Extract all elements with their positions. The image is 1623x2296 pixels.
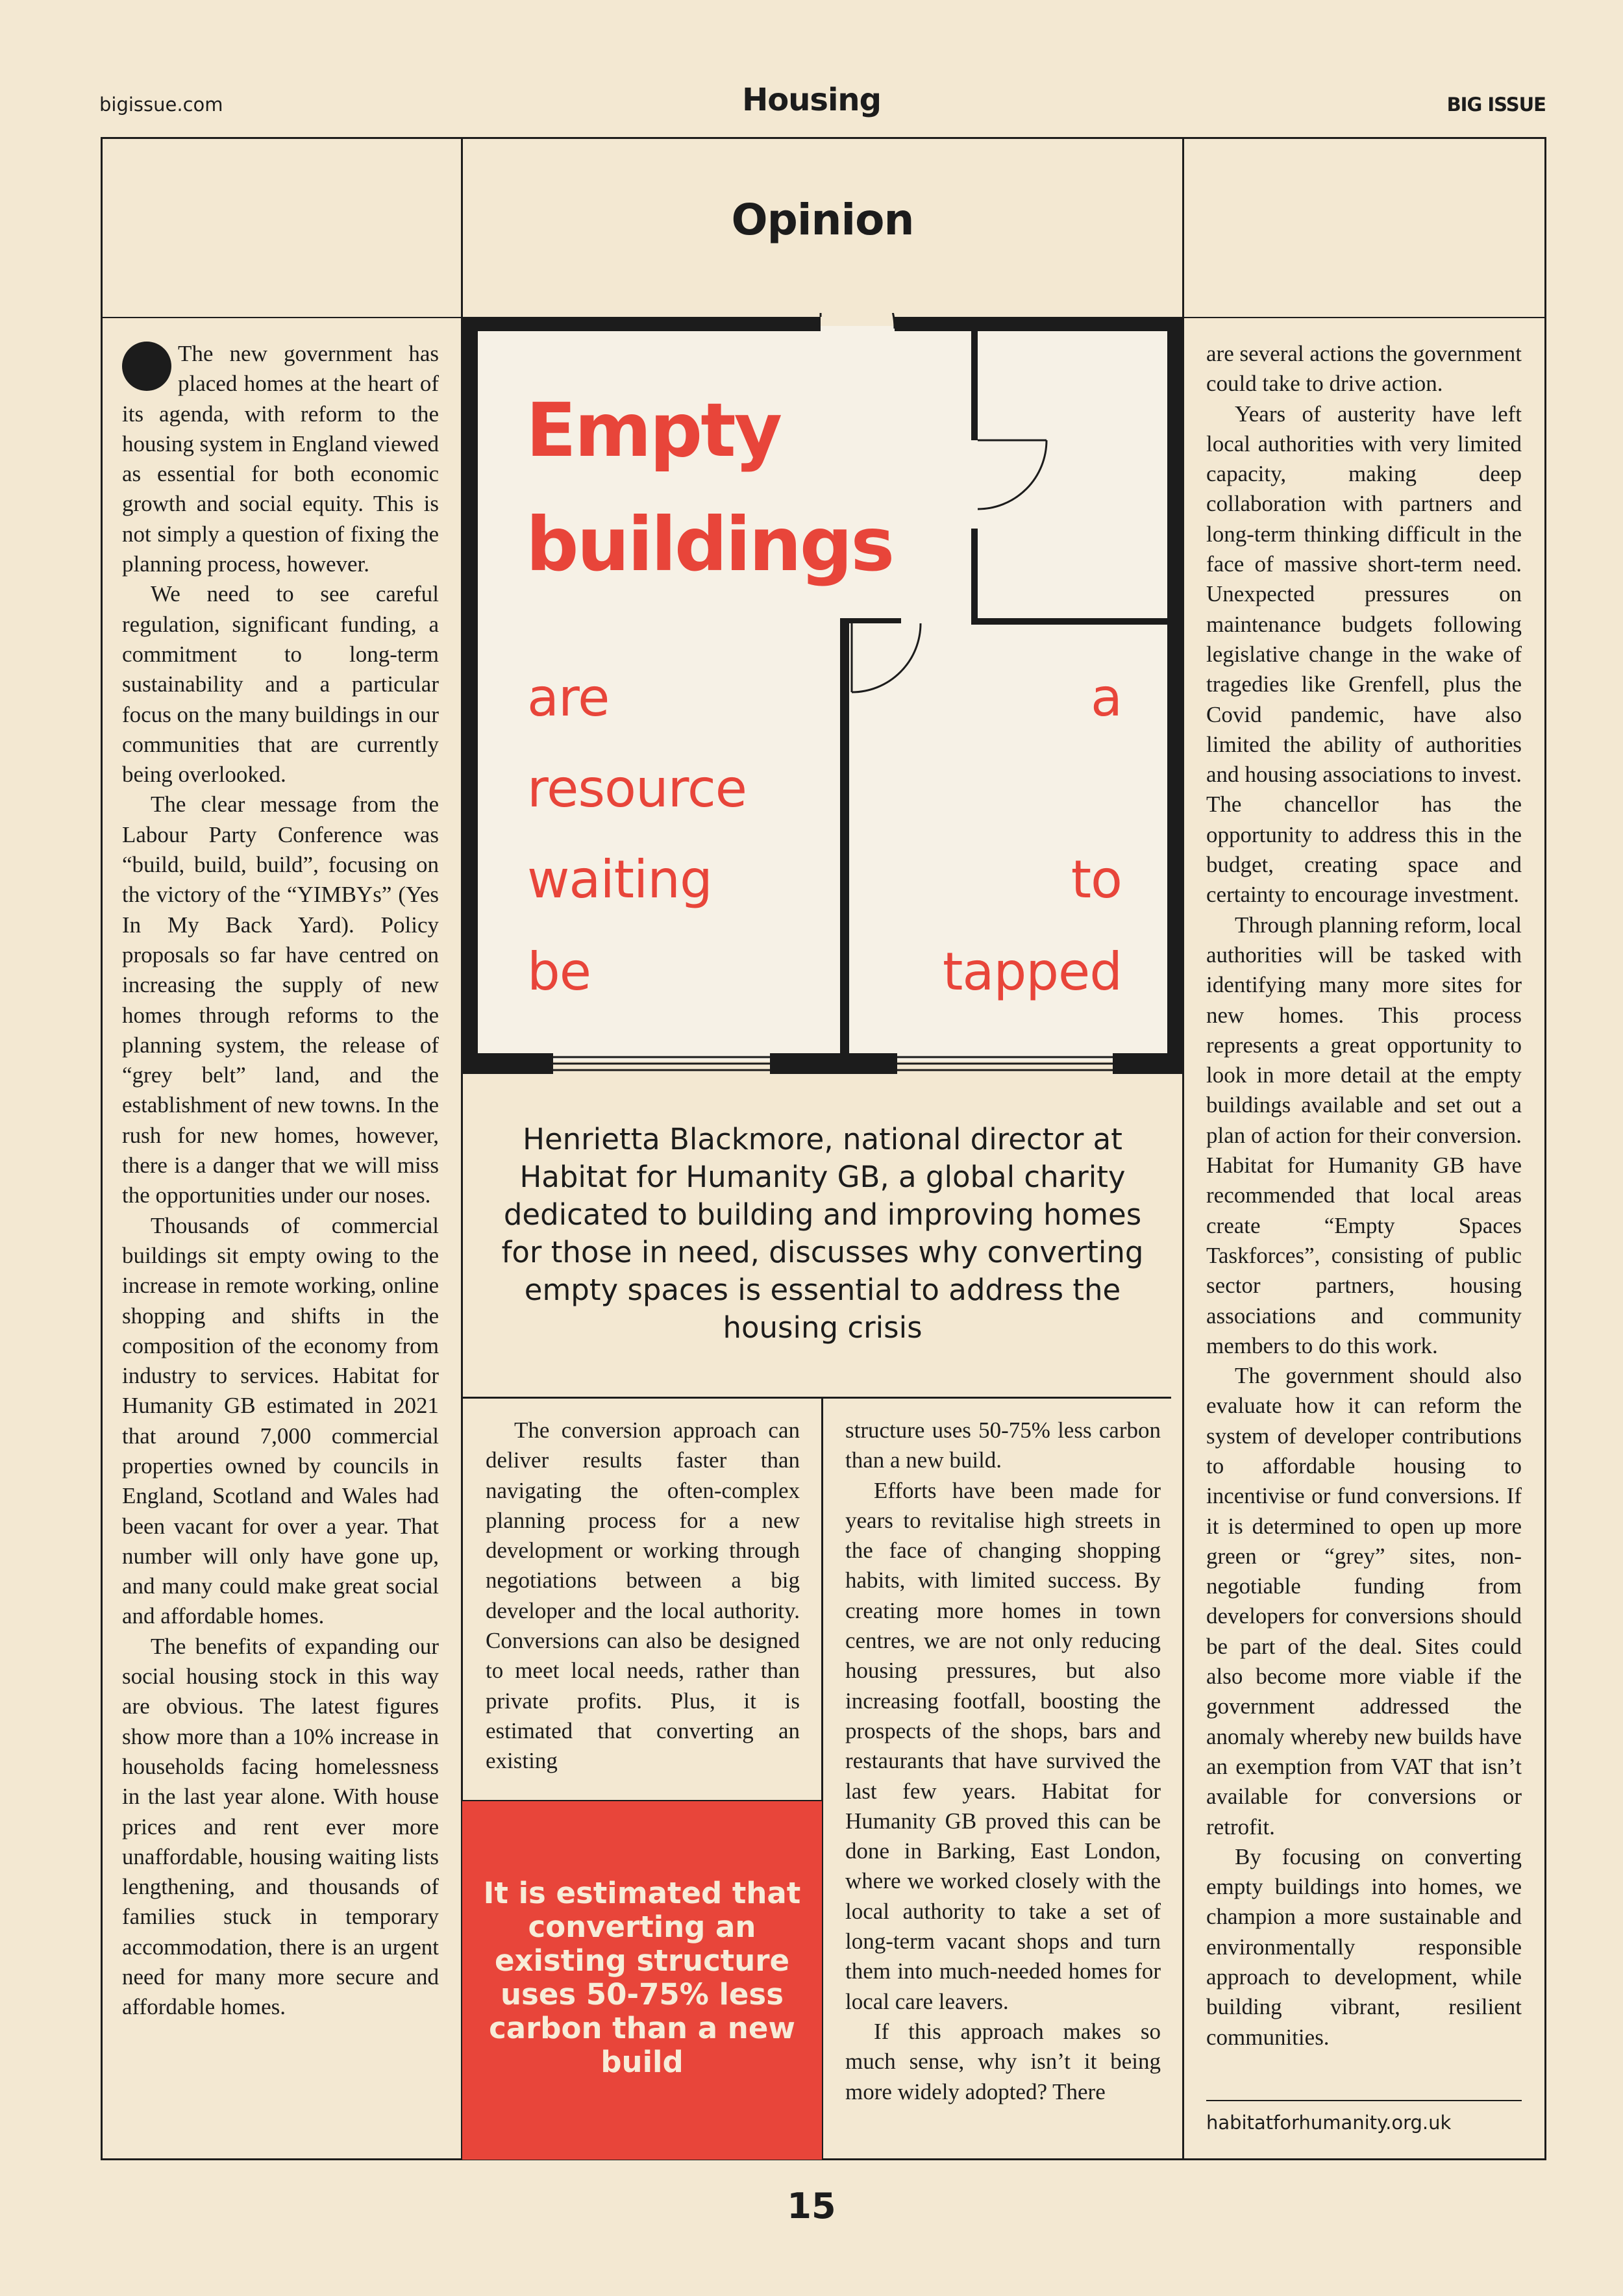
paragraph: The clear message from the Labour Party Conference was “build, build, build”, focusing on the victory of the “YIMBYs” (Yes In My Back Yard). Policy proposals so far have centred on increasing the supply of new homes through reforms to the planning system, the release of “grey belt” land, and the establishment of new towns. In the rush for new homes, however, there is a danger that we will miss the opportunities under our noses. [122,792,439,1208]
paragraph: are several actions the government could take to drive action. [1206,341,1522,397]
paragraph: Efforts have been made for years to revitalise high streets in the face of changing shopping habits, with limited success. By creating more homes in town centres, we are not only reducing housing pressures, but also increasing footfall, boosting the prospects of the shops, bars and restaurants that have survived the last few years. Habitat for Humanity GB proved this can be done in Barking, East London, where we worked closely with the local authority to take a set of long-term vacant shops and turn them into much-needed homes for local care leavers. [845,1477,1161,2014]
paragraph: We need to see careful regulation, significant funding, a commitment to long-term sustainability and a particular focus on the many buildings in our communities that are currently being overlooked. [122,581,440,788]
paragraph: Years of austerity have left local authorities with very limited capacity, making deep collaboration with partners and long-term thinking difficult in the face of massive short-term need. Unexpected pressures on maintenance budgets following legislative change in the wake of tragedies like Grenfell, plus the Covid pandemic, have also limited the ability of authorities and housing associations to invest. The chancellor has the opportunity to address this in the budget, creating space and certainty to encourage investment. [1206,401,1522,908]
body-column-1 [122,339,439,2023]
website-link[interactable]: habitatforhumanity.org.uk [1206,2112,1452,2134]
headline-word-are: are [527,668,610,728]
opinion-label: Opinion [731,195,914,245]
drop-cap-dot [122,342,171,391]
headline-word-to: to [1071,849,1122,910]
body-column-3 [486,1416,800,1777]
site-url: bigissue.com [99,94,223,116]
headline-word-be: be [527,942,591,1002]
paragraph: Through planning reform, local authorities will be tasked with identifying many more sites for new homes. This process represents a great opportunity to look in more detail at the empty buildings available and set out a plan of action for their conversion. Habitat for Humanity GB have recommended that local areas create “Empty Spaces Taskforces”, consisting of public sector partners, housing associations and community members to do this work. [1206,912,1522,1358]
headline-word-resource: resource [527,758,747,819]
section-title: Housing [742,82,881,118]
paragraph: structure uses 50-75% less carbon than a new build. [845,1417,1161,1473]
headline-line-2: buildings [526,501,893,588]
brand-logo: BIG ISSUE [1446,94,1546,116]
headline-word-a: a [1090,668,1122,728]
paragraph: Thousands of commercial buildings sit empty owing to the increase in remote working, online shopping and shifts in the composition of the economy from industry to services. Habitat for Humanity GB estimated in 2021 that around 7,000 commercial properties owned by councils in England, Scotland and Wales had been vacant for over a year. That number will only have gone up, and many could make great social and affordable homes. [122,1212,439,1629]
paragraph: By focusing on converting empty buildings into homes, we champion a more sustainable and environmentally responsible approach to development, while building vibrant, resilient communities. [1206,1843,1522,2050]
paragraph: The new government has placed homes at the heart of its agenda, with reform to the housing system in England viewed as essential for both economic growth and social equity. This is not simply a question of fixing the planning process, however. [122,341,440,577]
paragraph: The benefits of expanding our social housing stock in this way are obvious. The latest figures show more than a 10% increase in households facing homelessness in the last year alone. With house prices and rent ever more unaffordable, housing waiting lists lengthening, and thousands of families stuck in temporary accommodation, there is an urgent need for many more secure and affordable homes. [122,1633,439,2020]
paragraph: The conversion approach can deliver results faster than navigating the often-complex planning process for a new development or working through negotiations between a big developer and the local authority. Conversions can also be designed to meet local needs, rather than private profits. Plus, it is estimated that converting an existing [486,1417,800,1774]
headline-word-waiting: waiting [527,849,712,910]
page-number: 15 [787,2186,836,2227]
headline-line-1: Empty [526,387,781,473]
body-column-right [1206,339,1522,2053]
headline-word-tapped: tapped [943,942,1122,1002]
standfirst: Henrietta Blackmore, national director at Habitat for Humanity GB, a global charity dedicated to building and improving homes for those in need, discusses why converting empty spaces is essential to address the housing crisis [501,1122,1144,1345]
paragraph: The government should also evaluate how it can reform the system of developer contributions to affordable housing to incentivise or fund conversions. If it is determined to open up more green or “grey” sites, non-negotiable funding from developers for conversions should be part of the deal. Sites could also become more viable if the government addressed the anomaly whereby new builds have an exemption from VAT that isn’t available for conversions or retrofit. [1206,1363,1522,1840]
pull-quote: It is estimated that converting an existing structure uses 50-75% less carbon than a new build [483,1876,801,2079]
body-column-4 [845,1416,1161,2107]
paragraph: If this approach makes so much sense, why isn’t it being more widely adopted? There [845,2018,1161,2104]
